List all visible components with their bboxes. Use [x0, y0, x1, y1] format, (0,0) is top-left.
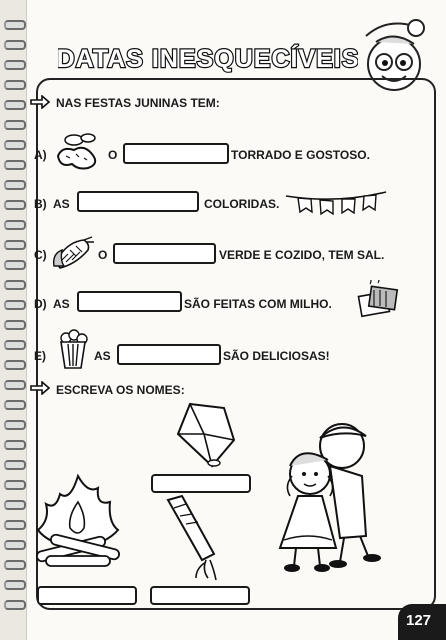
item-b-letter: B) [34, 197, 47, 211]
item-b-after: COLORIDAS. [204, 197, 280, 211]
item-e-before: AS [94, 349, 111, 363]
corn-icon [50, 236, 96, 272]
item-a-letter: A) [34, 148, 47, 162]
item-d-letter: D) [34, 297, 47, 311]
page-title [58, 38, 358, 76]
answer-field-d[interactable] [77, 291, 182, 312]
corn-cakes-icon [356, 280, 400, 320]
section-heading-festas: NAS FESTAS JUNINAS TEM: [56, 96, 220, 110]
firework-rocket-icon [156, 494, 222, 584]
dancing-couple-icon [270, 416, 386, 580]
popcorn-icon [56, 328, 90, 370]
name-field-firework[interactable] [150, 586, 250, 605]
name-field-bonfire[interactable] [37, 586, 137, 605]
bunting-flags-icon [284, 190, 388, 220]
item-d-before: AS [53, 297, 70, 311]
item-b-before: AS [53, 197, 70, 211]
answer-field-c[interactable] [113, 243, 216, 264]
name-field-balloon[interactable] [151, 474, 251, 493]
section-heading-nomes: ESCREVA OS NOMES: [56, 383, 185, 397]
peanut-icon [52, 130, 108, 172]
page-number-badge [398, 604, 446, 640]
item-e-letter: E) [34, 349, 46, 363]
item-e-after: SÃO DELICIOSAS! [223, 349, 330, 363]
paper-balloon-icon [168, 400, 244, 470]
arrow-right-icon [30, 95, 50, 109]
item-d-after: SÃO FEITAS COM MILHO. [184, 297, 332, 311]
page-number: 127 [406, 612, 432, 629]
item-c-before: O [98, 248, 108, 262]
arrow-right-icon [30, 381, 50, 395]
answer-field-b[interactable] [77, 191, 199, 212]
item-c-after: VERDE E COZIDO, TEM SAL. [219, 248, 385, 262]
item-c-letter: C) [34, 248, 47, 262]
answer-field-e[interactable] [117, 344, 221, 365]
svg-text:DATAS INESQUECÍVEIS: DATAS INESQUECÍVEIS [58, 45, 358, 73]
item-a-after: TORRADO E GOSTOSO. [231, 148, 370, 162]
answer-field-a[interactable] [123, 143, 229, 164]
spiral-binding [0, 0, 27, 640]
bonfire-icon [26, 472, 130, 572]
item-a-before: O [108, 148, 118, 162]
